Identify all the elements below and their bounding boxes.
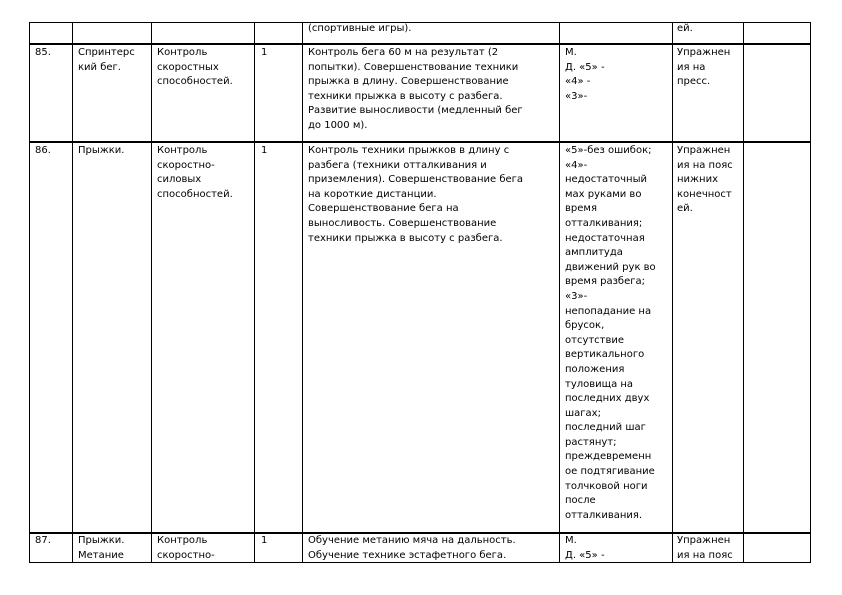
column-divider xyxy=(72,22,73,563)
table-cell-goal: Контроль скоростных способностей. xyxy=(157,47,233,88)
table-cell-hours: 1 xyxy=(261,47,268,58)
table-cell-goal: Контроль скоростно- xyxy=(157,535,215,561)
table-cell-homework: Упражнен ия на пояс xyxy=(677,535,733,561)
table-cell-number: 85. xyxy=(35,47,51,58)
table-cell-criteria: М. Д. «5» - xyxy=(565,535,605,561)
table-cell-topic: Спринтерс кий бег. xyxy=(78,47,135,73)
table-cell-homework: ей. xyxy=(677,23,693,34)
table-cell-goal: Контроль скоростно- силовых способностей. xyxy=(157,145,233,200)
table-cell-hours: 1 xyxy=(261,535,268,546)
table-border-right xyxy=(810,22,811,563)
table-cell-hours: 1 xyxy=(261,145,268,156)
column-divider xyxy=(302,22,303,563)
table-cell-content: (спортивные игры). xyxy=(308,23,412,34)
column-divider xyxy=(672,22,673,563)
column-divider xyxy=(559,22,560,563)
column-divider xyxy=(151,22,152,563)
table-cell-content: Контроль техники прыжков в длину с разбега (техники отталкивания и приземления). Совершенствование бега на короткие дистанции. Совершенствование бега на выносливость. Совершенствование техники прыжка в высоту с разбега. xyxy=(308,145,524,244)
row-divider xyxy=(29,43,811,45)
table-cell-content: Обучение метанию мяча на дальность. Обучение технике эстафетного бега. xyxy=(308,535,516,561)
row-divider xyxy=(29,141,811,143)
table-cell-topic: Прыжки. xyxy=(78,145,125,156)
column-divider xyxy=(254,22,255,563)
table-cell-number: 87. xyxy=(35,535,51,546)
table-cell-topic: Прыжки. Метание xyxy=(78,535,125,561)
table-cell-number: 86. xyxy=(35,145,51,156)
table-border-top xyxy=(29,22,811,23)
table-cell-homework: Упражнен ия на пресс. xyxy=(677,47,731,88)
column-divider xyxy=(743,22,744,563)
table-cell-content: Контроль бега 60 м на результат (2 попытки). Совершенствование техники прыжка в длину. Совершенствование техники прыжка в высоту с разбега. Развитие выносливости (медленный бег до 1000 м). xyxy=(308,47,523,131)
table-cell-criteria: М. Д. «5» - «4» - «3»- xyxy=(565,47,605,102)
table-cell-homework: Упражнен ия на пояс нижних конечност ей. xyxy=(677,145,733,215)
table-cell-criteria: «5»-без ошибок; «4»- недостаточный мах руками во время отталкивания; недостаточная амплитуда движений рук во время разбега; «3»- непопадание на брусок, отсутствие вертикального положения туловища на последних двух шагах; последний шаг растянут; преждевременн ое подтягивание толчковой ноги после отталкивания. xyxy=(565,145,656,521)
table-border-left xyxy=(29,22,30,563)
